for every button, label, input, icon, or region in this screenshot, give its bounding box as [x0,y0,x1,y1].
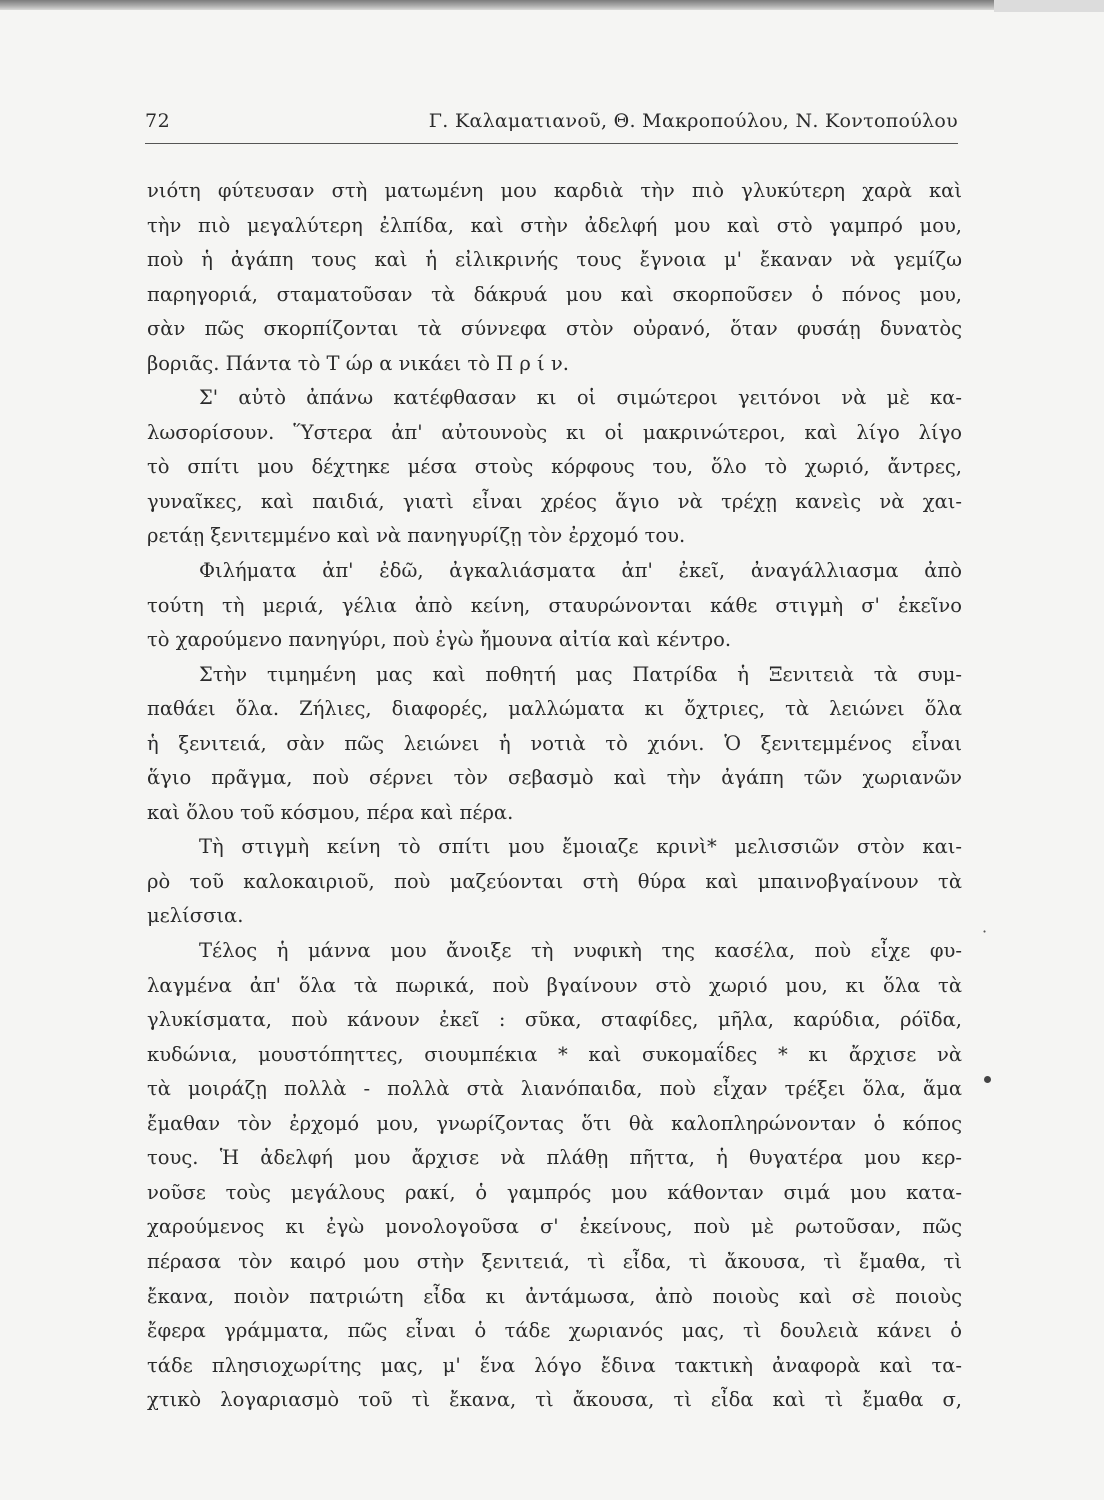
text-line: λωσορίσουν. Ὕστερα ἀπ' αὐτουνοὺς κι οἱ μακρινώτεροι, καὶ λίγο λίγο [147,420,962,444]
text-line: γλυκίσματα, ποὺ κάνουν ἐκεῖ : σῦκα, σταφίδες, μῆλα, καρύδια, ρόϊδα, [147,1008,962,1032]
text-line: τους. Ἡ ἀδελφή μου ἄρχισε νὰ πλάθῃ πῆττα, ἡ θυγατέρα μου κερ- [147,1146,962,1170]
running-head: Γ. Καλαματιανοῦ, Θ. Μακροπούλου, Ν. Κοντοπούλου [428,110,958,132]
text-line: σὰν πῶς σκορπίζονται τὰ σύννεφα στὸν οὐρανό, ὅταν φυσάῃ δυνατὸς [147,317,962,341]
text-line: ἅγιο πρᾶγμα, ποὺ σέρνει τὸν σεβασμὸ καὶ τὴν ἀγάπη τῶν χωριανῶν [147,766,962,790]
text-line: τὴν πιὸ μεγαλύτερη ἐλπίδα, καὶ στὴν ἀδελφή μου καὶ στὸ γαμπρό μου, [147,213,962,237]
text-line: ρὸ τοῦ καλοκαιριοῦ, ποὺ μαζεύονται στὴ θύρα καὶ μπαινοβγαίνουν τὰ [147,869,962,893]
text-line: πέρασα τὸν καιρό μου στὴν ξενιτειά, τὶ εἶδα, τὶ ἄκουσα, τὶ ἔμαθα, τὶ [147,1249,962,1273]
text-line: Στὴν τιμημένη μας καὶ ποθητή μας Πατρίδα ἡ Ξενιτειὰ τὰ συμ- [199,662,962,686]
text-line: μελίσσια. [147,904,244,928]
scan-top-edge [0,0,1104,10]
text-line: κυδώνια, μουστόπηττες, σιουμπέκια * καὶ συκομαΐδες * κι ἄρχισε νὰ [147,1042,962,1066]
scan-top-corner [994,0,1104,12]
text-line: Τὴ στιγμὴ κείνη τὸ σπίτι μου ἔμοιαζε κρινὶ* μελισσιῶν στὸν και- [199,835,962,859]
text-line: ἔμαθαν τὸν ἐρχομό μου, γνωρίζοντας ὅτι θὰ καλοπληρώνονταν ὁ κόπος [147,1111,962,1135]
text-line: νιότη φύτευσαν στὴ ματωμένη μου καρδιὰ τὴν πιὸ γλυκύτερη χαρὰ καὶ [147,179,962,202]
text-line: ρετάῃ ξενιτεμμένο καὶ νὰ πανηγυρίζῃ τὸν ἐρχομό του. [147,524,686,548]
text-line: τάδε πλησιοχωρίτης μας, μ' ἕνα λόγο ἔδινα τακτικὴ ἀναφορὰ καὶ τα- [147,1353,962,1377]
text-line: τὰ μοιράζῃ πολλὰ - πολλὰ στὰ λιανόπαιδα, ποὺ εἶχαν τρέξει ὅλα, ἅμα [147,1077,962,1101]
text-line: λαγμένα ἀπ' ὅλα τὰ πωρικά, ποὺ βγαίνουν στὸ χωριό μου, κι ὅλα τὰ [147,973,962,997]
text-line: βοριᾶς. Πάντα τὸ Τ ώρ α νικάει τὸ Π ρ ί ν. [147,351,569,375]
text-line: καὶ ὅλου τοῦ κόσμου, πέρα καὶ πέρα. [147,800,514,824]
text-line: ἔφερα γράμματα, πῶς εἶναι ὁ τάδε χωριανός μας, τὶ δουλειὰ κάνει ὁ [147,1319,962,1343]
body-text [147,174,962,1418]
text-line: ἔκανα, ποιὸν πατριώτη εἶδα κι ἀντάμωσα, ἀπὸ ποιοὺς καὶ σὲ ποιοὺς [147,1284,962,1308]
text-line: παθάει ὅλα. Ζήλιες, διαφορές, μαλλώματα κι ὄχτριες, τὰ λειώνει ὅλα [147,697,962,721]
text-line: τούτη τὴ μεριά, γέλια ἀπὸ κείνη, σταυρώνονται κάθε στιγμὴ σ' ἐκεῖνο [147,593,962,617]
margin-ink-dot [984,1076,991,1083]
text-line: Φιλήματα ἀπ' ἐδῶ, ἀγκαλιάσματα ἀπ' ἐκεῖ, ἀναγάλλιασμα ἀπὸ [199,559,962,583]
text-line: νοῦσε τοὺς μεγάλους ρακί, ὁ γαμπρός μου κάθονταν σιμά μου κατα- [147,1180,962,1204]
text-line: Σ' αὐτὸ ἀπάνω κατέφθασαν κι οἱ σιμώτεροι γειτόνοι νὰ μὲ κα- [199,386,962,410]
text-line: χαρούμενος κι ἐγὼ μονολογοῦσα σ' ἐκείνους, ποὺ μὲ ρωτοῦσαν, πῶς [147,1215,962,1239]
text-line: γυναῖκες, καὶ παιδιά, γιατὶ εἶναι χρέος ἅγιο νὰ τρέχῃ κανεὶς νὰ χαι- [147,489,962,513]
text-line: τὸ χαρούμενο πανηγύρι, ποὺ ἐγὼ ἤμουνα αἰτία καὶ κέντρο. [147,628,732,652]
text-line: παρηγοριά, σταματοῦσαν τὰ δάκρυά μου καὶ σκορποῦσεν ὁ πόνος μου, [147,282,962,306]
page-number: 72 [145,110,171,132]
margin-ink-mark: · [982,922,988,941]
text-line: χτικὸ λογαριασμὸ τοῦ τὶ ἔκανα, τὶ ἄκουσα, τὶ εἶδα καὶ τὶ ἔμαθα σ, [147,1388,962,1412]
page-header [145,106,958,140]
text-line: Τέλος ἡ μάννα μου ἄνοιξε τὴ νυφικὴ της κασέλα, ποὺ εἶχε φυ- [199,939,962,963]
text-line: τὸ σπίτι μου δέχτηκε μέσα στοὺς κόρφους του, ὅλο τὸ χωριό, ἄντρες, [147,455,962,479]
header-rule [145,143,958,144]
text-line: ποὺ ἡ ἀγάπη τους καὶ ἡ εἰλικρινής τους ἔγνοια μ' ἔκαναν νὰ γεμίζω [147,248,962,272]
text-line: ἡ ξενιτειά, σὰν πῶς λειώνει ἡ νοτιὰ τὸ χιόνι. Ὁ ξενιτεμμένος εἶναι [147,731,962,755]
